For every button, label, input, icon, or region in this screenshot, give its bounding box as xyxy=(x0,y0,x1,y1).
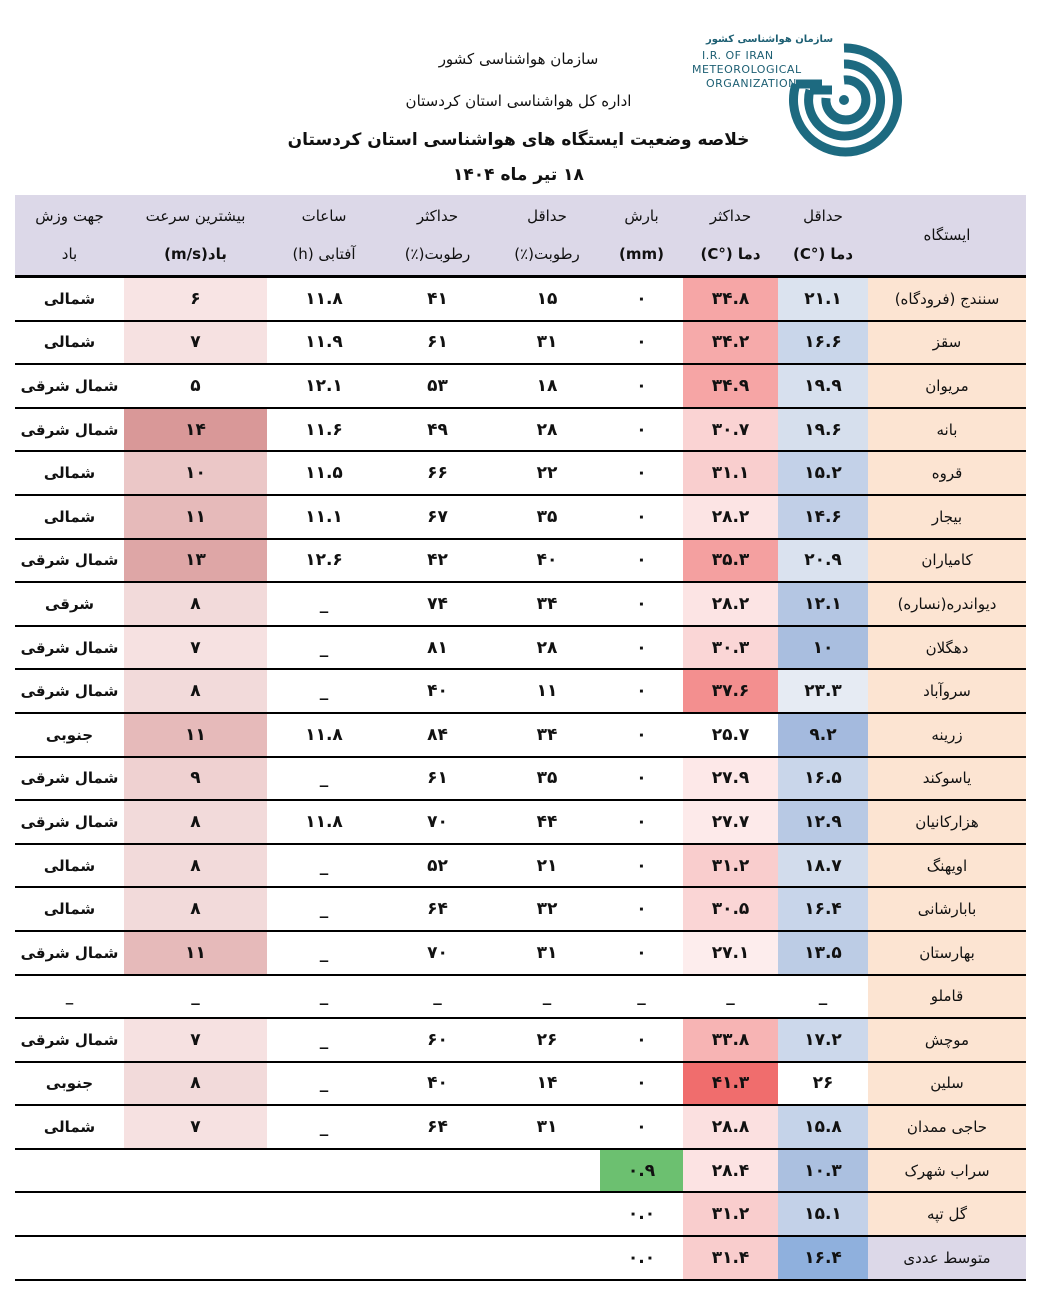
cell-tmin: ۱۲.۹ xyxy=(778,800,868,844)
cell-tmax: ۲۸.۸ xyxy=(683,1105,778,1149)
cell-station: بهارستان xyxy=(868,931,1026,975)
cell-tmax: ۳۰.۵ xyxy=(683,887,778,931)
col-sun: ساعات آفتابی (h) xyxy=(267,195,381,277)
cell-wspd: ۹ xyxy=(124,757,267,801)
cell-wdir: شمالی xyxy=(15,495,124,539)
cell-hmax: ۶۴ xyxy=(381,887,494,931)
cell-hmin: ۳۵ xyxy=(494,495,600,539)
cell-hmax: ۶۱ xyxy=(381,757,494,801)
cell-tmax: _ xyxy=(683,975,778,1019)
table-row xyxy=(15,887,1026,931)
cell-wdir: شمالی xyxy=(15,277,124,321)
cell-rain: ۰ xyxy=(600,887,683,931)
cell-rain: ۰ xyxy=(600,713,683,757)
cell-hmin: ۳۱ xyxy=(494,1105,600,1149)
cell-hmin xyxy=(494,1149,600,1193)
cell-rain: ۰ xyxy=(600,495,683,539)
cell-rain: ۰ xyxy=(600,451,683,495)
cell-hmax: ۷۴ xyxy=(381,582,494,626)
table-row xyxy=(15,408,1026,452)
col-wspd: بیشترین سرعت باد(m/s) xyxy=(124,195,267,277)
table-row xyxy=(15,582,1026,626)
cell-wspd: ۸ xyxy=(124,669,267,713)
table-row xyxy=(15,321,1026,365)
cell-rain: ۰ xyxy=(600,539,683,583)
cell-wdir: شمال شرقی xyxy=(15,757,124,801)
cell-hmax xyxy=(381,1192,494,1236)
cell-hmin: ۲۸ xyxy=(494,626,600,670)
cell-tmax: ۳۰.۳ xyxy=(683,626,778,670)
cell-tmax: ۳۴.۸ xyxy=(683,277,778,321)
cell-sun: _ xyxy=(267,1018,381,1062)
org-name: سازمان هواشناسی کشور xyxy=(438,50,599,68)
cell-station: قاملو xyxy=(868,975,1026,1019)
col-hmax: حداکثر رطوبت(٪) xyxy=(381,195,494,277)
cell-rain: ۰ xyxy=(600,757,683,801)
cell-sun: ۱۱.۵ xyxy=(267,451,381,495)
cell-tmin: ۱۹.۶ xyxy=(778,408,868,452)
table-row xyxy=(15,800,1026,844)
cell-wdir xyxy=(15,1149,124,1193)
cell-wdir: شمالی xyxy=(15,844,124,888)
cell-tmin: ۱۵.۱ xyxy=(778,1192,868,1236)
cell-tmin: ۱۹.۹ xyxy=(778,364,868,408)
cell-station: گل تپه xyxy=(868,1192,1026,1236)
cell-sun: _ xyxy=(267,844,381,888)
cell-station: زرینه xyxy=(868,713,1026,757)
cell-wdir: شمالی xyxy=(15,321,124,365)
cell-wdir: شمال شرقی xyxy=(15,539,124,583)
cell-tmin: ۲۱.۱ xyxy=(778,277,868,321)
page-title: خلاصه وضعیت ایستگاه های هواشناسی استان کردستان xyxy=(287,130,750,150)
col-tmin: حداقل دما (°C) xyxy=(778,195,868,277)
cell-station: حاجی ممدان xyxy=(868,1105,1026,1149)
cell-wdir: شمال شرقی xyxy=(15,364,124,408)
cell-station: سقز xyxy=(868,321,1026,365)
cell-wspd: ۱۱ xyxy=(124,931,267,975)
cell-tmax: ۳۱.۲ xyxy=(683,1192,778,1236)
cell-wspd xyxy=(124,1236,267,1280)
cell-wdir: جنوبی xyxy=(15,1062,124,1106)
logo-spiral-icon xyxy=(782,38,906,162)
cell-hmax: ۴۰ xyxy=(381,1062,494,1106)
cell-wspd: ۶ xyxy=(124,277,267,321)
cell-wspd: ۸ xyxy=(124,582,267,626)
table-row xyxy=(15,277,1026,321)
cell-tmin: ۱۰.۳ xyxy=(778,1149,868,1193)
cell-wspd: ۸ xyxy=(124,887,267,931)
cell-hmax xyxy=(381,1236,494,1280)
col-rain: بارش (mm) xyxy=(600,195,683,277)
cell-tmin: ۲۶ xyxy=(778,1062,868,1106)
cell-hmax: ۶۷ xyxy=(381,495,494,539)
table-header-row xyxy=(15,195,1026,277)
cell-tmax: ۲۸.۲ xyxy=(683,495,778,539)
cell-tmin: ۱۵.۸ xyxy=(778,1105,868,1149)
table-row xyxy=(15,1149,1026,1193)
cell-hmax: ۵۲ xyxy=(381,844,494,888)
cell-hmin: ۳۴ xyxy=(494,713,600,757)
cell-hmax: ۶۶ xyxy=(381,451,494,495)
cell-wspd: ۸ xyxy=(124,844,267,888)
cell-sun: _ xyxy=(267,669,381,713)
cell-rain: ۰ xyxy=(600,364,683,408)
cell-sun: _ xyxy=(267,582,381,626)
cell-hmin: ۱۴ xyxy=(494,1062,600,1106)
cell-station: اویهنگ xyxy=(868,844,1026,888)
cell-wspd: _ xyxy=(124,975,267,1019)
report-date: ۱۸ تیر ماه ۱۴۰۴ xyxy=(453,165,584,185)
cell-hmax: ۴۹ xyxy=(381,408,494,452)
cell-hmax: ۴۱ xyxy=(381,277,494,321)
cell-station: دهگلان xyxy=(868,626,1026,670)
cell-sun: _ xyxy=(267,887,381,931)
cell-tmax: ۳۴.۹ xyxy=(683,364,778,408)
cell-sun xyxy=(267,1236,381,1280)
cell-tmax: ۴۱.۳ xyxy=(683,1062,778,1106)
cell-wdir xyxy=(15,1236,124,1280)
cell-tmax: ۳۳.۸ xyxy=(683,1018,778,1062)
table-row xyxy=(15,975,1026,1019)
cell-station: قروه xyxy=(868,451,1026,495)
cell-tmax: ۳۱.۱ xyxy=(683,451,778,495)
cell-wspd xyxy=(124,1149,267,1193)
cell-hmin: ۴۴ xyxy=(494,800,600,844)
cell-hmax: ۷۰ xyxy=(381,800,494,844)
cell-hmin: ۲۱ xyxy=(494,844,600,888)
organization-logo xyxy=(692,36,907,166)
table-row xyxy=(15,1236,1026,1280)
cell-hmin: ۲۶ xyxy=(494,1018,600,1062)
cell-station: سلین xyxy=(868,1062,1026,1106)
logo-line-2: METEOROLOGICAL xyxy=(692,63,802,76)
cell-station: یاسوکند xyxy=(868,757,1026,801)
cell-sun: _ xyxy=(267,626,381,670)
cell-wspd: ۱۰ xyxy=(124,451,267,495)
table-row xyxy=(15,451,1026,495)
cell-sun: ۱۱.۱ xyxy=(267,495,381,539)
cell-tmin: ۱۳.۵ xyxy=(778,931,868,975)
cell-wdir: شمال شرقی xyxy=(15,408,124,452)
cell-wspd: ۷ xyxy=(124,626,267,670)
table-row xyxy=(15,713,1026,757)
cell-tmax: ۲۸.۴ xyxy=(683,1149,778,1193)
cell-rain: ۰ xyxy=(600,582,683,626)
cell-tmax: ۳۱.۲ xyxy=(683,844,778,888)
cell-sun: _ xyxy=(267,1105,381,1149)
cell-tmin: ۱۴.۶ xyxy=(778,495,868,539)
cell-hmax: ۸۴ xyxy=(381,713,494,757)
cell-wdir: شمال شرقی xyxy=(15,1018,124,1062)
cell-station: سنندج (فرودگاه) xyxy=(868,277,1026,321)
col-station: ایستگاه xyxy=(868,195,1026,277)
table-row xyxy=(15,931,1026,975)
cell-tmin: ۲۳.۳ xyxy=(778,669,868,713)
cell-sun: _ xyxy=(267,931,381,975)
table-row xyxy=(15,495,1026,539)
table-row xyxy=(15,1018,1026,1062)
cell-station: بابارشانی xyxy=(868,887,1026,931)
cell-rain: ۰ xyxy=(600,1105,683,1149)
cell-hmin xyxy=(494,1192,600,1236)
cell-sun: ۱۱.۶ xyxy=(267,408,381,452)
cell-sun: _ xyxy=(267,1062,381,1106)
cell-hmin: ۲۲ xyxy=(494,451,600,495)
cell-sun: _ xyxy=(267,757,381,801)
cell-tmin: ۹.۲ xyxy=(778,713,868,757)
cell-station: موچش xyxy=(868,1018,1026,1062)
cell-hmax: ۶۱ xyxy=(381,321,494,365)
cell-rain: ۰ xyxy=(600,1062,683,1106)
table-row xyxy=(15,1192,1026,1236)
col-hmin: حداقل رطوبت(٪) xyxy=(494,195,600,277)
cell-rain: ۰ xyxy=(600,408,683,452)
cell-tmax: ۳۰.۷ xyxy=(683,408,778,452)
cell-tmax: ۲۷.۱ xyxy=(683,931,778,975)
cell-rain: ۰.۹ xyxy=(600,1149,683,1193)
table-row xyxy=(15,539,1026,583)
cell-wdir: _ xyxy=(15,975,124,1019)
department-name: اداره کل هواشناسی استان کردستان xyxy=(405,92,632,110)
table-row xyxy=(15,1062,1026,1106)
cell-wdir: شمال شرقی xyxy=(15,931,124,975)
cell-hmin: ۱۸ xyxy=(494,364,600,408)
cell-tmin: ۲۰.۹ xyxy=(778,539,868,583)
cell-station: سراب شهرک xyxy=(868,1149,1026,1193)
cell-hmax: ۶۰ xyxy=(381,1018,494,1062)
cell-station: متوسط عددی xyxy=(868,1236,1026,1280)
cell-sun: _ xyxy=(267,975,381,1019)
table-row xyxy=(15,626,1026,670)
cell-wspd: ۵ xyxy=(124,364,267,408)
cell-tmin: ۱۰ xyxy=(778,626,868,670)
col-tmax: حداکثر دما (°C) xyxy=(683,195,778,277)
cell-hmax: ۶۴ xyxy=(381,1105,494,1149)
cell-wdir: شمال شرقی xyxy=(15,800,124,844)
cell-station: بیجار xyxy=(868,495,1026,539)
cell-wdir: شمال شرقی xyxy=(15,626,124,670)
cell-hmax: ۴۰ xyxy=(381,669,494,713)
cell-hmin: ۳۱ xyxy=(494,931,600,975)
cell-hmax: _ xyxy=(381,975,494,1019)
cell-station: کامیاران xyxy=(868,539,1026,583)
table-row xyxy=(15,669,1026,713)
cell-tmax: ۳۷.۶ xyxy=(683,669,778,713)
logo-line-1: I.R. OF IRAN xyxy=(702,49,774,62)
cell-hmin: ۳۱ xyxy=(494,321,600,365)
cell-sun: ۱۱.۸ xyxy=(267,713,381,757)
cell-station: بانه xyxy=(868,408,1026,452)
cell-tmax: ۲۵.۷ xyxy=(683,713,778,757)
logo-line-3: ORGANIZATION xyxy=(706,77,797,90)
logo-persian-text: سازمان هواشناسی کشور xyxy=(706,34,834,45)
cell-rain: ۰ xyxy=(600,626,683,670)
station-summary-table xyxy=(15,195,1026,1281)
cell-sun: ۱۱.۸ xyxy=(267,277,381,321)
table-row xyxy=(15,844,1026,888)
cell-hmax: ۴۲ xyxy=(381,539,494,583)
cell-wspd xyxy=(124,1192,267,1236)
cell-rain: ۰ xyxy=(600,1018,683,1062)
cell-wdir: شمالی xyxy=(15,887,124,931)
cell-sun xyxy=(267,1192,381,1236)
cell-sun: ۱۲.۶ xyxy=(267,539,381,583)
cell-hmin: ۳۲ xyxy=(494,887,600,931)
cell-tmax: ۳۵.۳ xyxy=(683,539,778,583)
cell-hmax: ۸۱ xyxy=(381,626,494,670)
cell-tmin: ۱۶.۴ xyxy=(778,1236,868,1280)
cell-hmax xyxy=(381,1149,494,1193)
cell-rain: ۰ xyxy=(600,321,683,365)
col-wdir: جهت وزش باد xyxy=(15,195,124,277)
cell-tmin: ۱۶.۴ xyxy=(778,887,868,931)
cell-tmin: ۱۶.۵ xyxy=(778,757,868,801)
table-row xyxy=(15,364,1026,408)
cell-rain: ۰.۰ xyxy=(600,1236,683,1280)
cell-tmax: ۲۷.۷ xyxy=(683,800,778,844)
cell-wdir: شمال شرقی xyxy=(15,669,124,713)
cell-hmax: ۷۰ xyxy=(381,931,494,975)
cell-wdir: شرقی xyxy=(15,582,124,626)
cell-hmin: ۱۱ xyxy=(494,669,600,713)
cell-wspd: ۸ xyxy=(124,1062,267,1106)
cell-wspd: ۸ xyxy=(124,800,267,844)
cell-wspd: ۱۱ xyxy=(124,713,267,757)
cell-hmin: _ xyxy=(494,975,600,1019)
cell-station: سروآباد xyxy=(868,669,1026,713)
cell-tmin: ۱۷.۲ xyxy=(778,1018,868,1062)
cell-tmin: ۱۵.۲ xyxy=(778,451,868,495)
cell-sun xyxy=(267,1149,381,1193)
cell-rain: ۰ xyxy=(600,669,683,713)
cell-rain: ۰.۰ xyxy=(600,1192,683,1236)
cell-wspd: ۷ xyxy=(124,321,267,365)
cell-wspd: ۷ xyxy=(124,1105,267,1149)
cell-wdir: شمالی xyxy=(15,1105,124,1149)
cell-rain: ۰ xyxy=(600,844,683,888)
cell-sun: ۱۱.۸ xyxy=(267,800,381,844)
cell-station: مریوان xyxy=(868,364,1026,408)
cell-sun: ۱۲.۱ xyxy=(267,364,381,408)
cell-wspd: ۱۱ xyxy=(124,495,267,539)
cell-rain: _ xyxy=(600,975,683,1019)
table-row xyxy=(15,757,1026,801)
cell-tmin: ۱۸.۷ xyxy=(778,844,868,888)
cell-tmax: ۳۴.۲ xyxy=(683,321,778,365)
cell-station: هزارکانیان xyxy=(868,800,1026,844)
cell-tmin: _ xyxy=(778,975,868,1019)
cell-hmin: ۴۰ xyxy=(494,539,600,583)
cell-wspd: ۷ xyxy=(124,1018,267,1062)
cell-hmin: ۲۸ xyxy=(494,408,600,452)
cell-tmin: ۱۲.۱ xyxy=(778,582,868,626)
cell-sun: ۱۱.۹ xyxy=(267,321,381,365)
cell-hmin: ۱۵ xyxy=(494,277,600,321)
cell-rain: ۰ xyxy=(600,800,683,844)
cell-rain: ۰ xyxy=(600,277,683,321)
cell-wdir: شمالی xyxy=(15,451,124,495)
cell-wspd: ۱۳ xyxy=(124,539,267,583)
cell-rain: ۰ xyxy=(600,931,683,975)
cell-tmax: ۲۷.۹ xyxy=(683,757,778,801)
cell-station: دیواندره(نساره) xyxy=(868,582,1026,626)
cell-wdir xyxy=(15,1192,124,1236)
cell-tmin: ۱۶.۶ xyxy=(778,321,868,365)
cell-hmin xyxy=(494,1236,600,1280)
cell-tmax: ۲۸.۲ xyxy=(683,582,778,626)
cell-hmin: ۳۵ xyxy=(494,757,600,801)
cell-hmin: ۳۴ xyxy=(494,582,600,626)
cell-tmax: ۳۱.۴ xyxy=(683,1236,778,1280)
cell-hmax: ۵۳ xyxy=(381,364,494,408)
cell-wdir: جنوبی xyxy=(15,713,124,757)
table-row xyxy=(15,1105,1026,1149)
cell-wspd: ۱۴ xyxy=(124,408,267,452)
